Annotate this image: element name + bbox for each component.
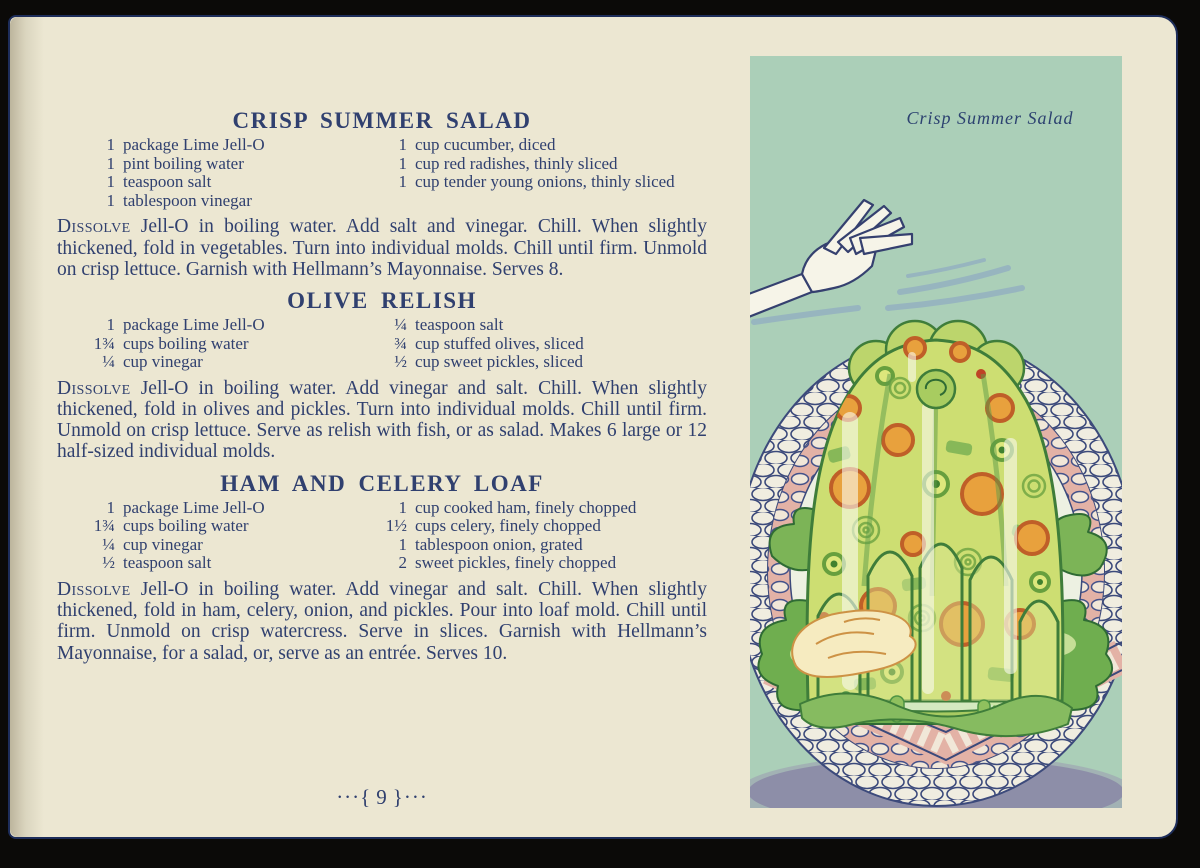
ingredient-qty: 1 bbox=[106, 497, 115, 517]
recipe-title: OLIVE RELISH bbox=[287, 287, 477, 313]
recipe-section bbox=[57, 108, 707, 280]
ingredient-item: cup tender young onions, thinly sliced bbox=[415, 172, 675, 192]
ingredient-qty: 1¾ bbox=[93, 516, 115, 536]
ingredient-column-left bbox=[87, 136, 359, 210]
ingredient-qty: 1 bbox=[106, 314, 115, 334]
ingredient-column-left bbox=[87, 499, 359, 573]
ingredient-qty: 1 bbox=[398, 135, 407, 154]
ingredient-item: teaspoon salt bbox=[123, 172, 212, 192]
ingredient-qty: 1 bbox=[398, 153, 407, 173]
ingredient-item: pint boiling water bbox=[123, 153, 244, 173]
ingredient-item: cup sweet pickles, sliced bbox=[415, 352, 584, 372]
recipe-section bbox=[57, 471, 707, 664]
page-number-value: 9 bbox=[376, 785, 388, 809]
instructions-text: Jell-O in boiling water. Add salt and vinegar. Chill. When slightly thickened, fold in vegetables. Turn into individual molds. Chill until firm. Unmold on crisp lettuce. Garnish with Hellmann’s Mayonnaise. Serves 8. bbox=[57, 216, 707, 280]
recipe-instructions bbox=[57, 579, 707, 664]
instructions-text: Jell-O in boiling water. Add vinegar and salt. Chill. When slightly thickened, fold in olives and pickles. Turn into individual molds. Chill until firm. Unmold on crisp lettuce. Serve as relish with fish, or as salad. Makes 6 large or 12 half-sized individual molds. bbox=[57, 377, 707, 463]
ingredient-qty: ½ bbox=[102, 553, 115, 573]
ingredient-list bbox=[57, 136, 707, 210]
ingredient-item: cups boiling water bbox=[123, 333, 249, 353]
ingredient-qty: 1 bbox=[106, 172, 115, 192]
ingredient-item: cup stuffed olives, sliced bbox=[415, 333, 584, 353]
ingredient-item: tablespoon onion, grated bbox=[415, 534, 583, 554]
ingredient-column-right bbox=[379, 136, 679, 210]
ingredient-qty: 1¾ bbox=[93, 333, 115, 353]
ingredient-qty: 1 bbox=[106, 135, 115, 154]
instructions-lead: Dissolve bbox=[57, 578, 131, 600]
illustration-caption: Crisp Summer Salad bbox=[906, 108, 1074, 128]
ingredient-qty: ½ bbox=[394, 352, 407, 372]
ingredient-row bbox=[379, 554, 679, 573]
ingredient-column-left bbox=[87, 316, 359, 372]
ingredient-item: cup cooked ham, finely chopped bbox=[415, 497, 637, 517]
ingredient-row bbox=[87, 536, 359, 555]
ingredient-qty: 1 bbox=[106, 190, 115, 210]
ingredient-qty: ¼ bbox=[394, 314, 407, 334]
ingredient-row bbox=[379, 136, 679, 155]
ingredient-qty: ¼ bbox=[102, 534, 115, 554]
ingredient-row bbox=[87, 554, 359, 573]
ingredient-item: sweet pickles, finely chopped bbox=[415, 553, 617, 573]
page-number-ornament-left: ···{ bbox=[336, 785, 372, 809]
ingredient-row bbox=[87, 517, 359, 536]
page-number-ornament-right: }··· bbox=[392, 785, 428, 809]
recipe-title: CRISP SUMMER SALAD bbox=[232, 108, 532, 133]
ingredient-item: cup vinegar bbox=[123, 534, 203, 554]
ingredient-qty: 1 bbox=[398, 172, 407, 192]
ingredient-row bbox=[379, 536, 679, 555]
ingredient-qty: 1 bbox=[398, 534, 407, 554]
salad-illustration bbox=[750, 56, 1122, 808]
page bbox=[8, 15, 1178, 839]
ingredient-row bbox=[379, 335, 679, 354]
recipe-instructions bbox=[57, 216, 707, 280]
illustration-panel bbox=[750, 56, 1122, 808]
ingredient-item: teaspoon salt bbox=[123, 553, 212, 573]
ingredient-row bbox=[379, 353, 679, 372]
ingredient-item: cup cucumber, diced bbox=[415, 135, 556, 154]
mold-knob bbox=[917, 370, 955, 408]
page-number bbox=[57, 785, 707, 810]
ingredient-item: cups boiling water bbox=[123, 516, 249, 536]
ingredient-item: tablespoon vinegar bbox=[123, 190, 252, 210]
ingredient-item: cup vinegar bbox=[123, 352, 203, 372]
ingredient-row bbox=[379, 173, 679, 192]
ingredient-qty: 1½ bbox=[385, 516, 407, 536]
ingredient-row bbox=[87, 155, 359, 174]
ingredient-qty: ¾ bbox=[394, 333, 407, 353]
ingredient-item: package Lime Jell-O bbox=[123, 497, 265, 517]
ingredient-item: cup red radishes, thinly sliced bbox=[415, 153, 618, 173]
ingredient-qty: 1 bbox=[106, 153, 115, 173]
ingredient-row bbox=[87, 316, 359, 335]
ingredient-qty: 2 bbox=[398, 553, 407, 573]
recipe-instructions bbox=[57, 378, 707, 463]
ingredient-column-right bbox=[379, 499, 679, 573]
ingredient-item: cups celery, finely chopped bbox=[415, 516, 601, 536]
ingredient-row bbox=[87, 173, 359, 192]
ingredient-row bbox=[87, 335, 359, 354]
recipe-section bbox=[57, 288, 707, 463]
ingredient-row bbox=[379, 517, 679, 536]
ingredient-item: package Lime Jell-O bbox=[123, 314, 265, 334]
ingredient-item: teaspoon salt bbox=[415, 314, 504, 334]
recipe-text-column bbox=[57, 103, 707, 672]
ingredient-row bbox=[379, 155, 679, 174]
ingredient-row bbox=[87, 192, 359, 211]
ingredient-column-right bbox=[379, 316, 679, 372]
ingredient-row bbox=[87, 353, 359, 372]
ingredient-qty: ¼ bbox=[102, 352, 115, 372]
instructions-lead: Dissolve bbox=[57, 216, 131, 238]
ingredient-row bbox=[87, 499, 359, 518]
ingredient-list bbox=[57, 316, 707, 372]
ingredient-row bbox=[379, 316, 679, 335]
recipe-title: HAM AND CELERY LOAF bbox=[220, 470, 544, 496]
ingredient-row bbox=[87, 136, 359, 155]
instructions-lead: Dissolve bbox=[57, 377, 131, 399]
instructions-text: Jell-O in boiling water. Add vinegar and salt. Chill. When slightly thickened, fold in ham, celery, onion, and pickles. Pour into loaf mold. Chill until firm. Unmold on crisp watercress. Serve in slices. Garnish with Hellmann’s Mayonnaise, for a salad, or, serve as an entrée. Serves 10. bbox=[57, 578, 707, 664]
ingredient-item: package Lime Jell-O bbox=[123, 135, 265, 154]
ingredient-list bbox=[57, 499, 707, 573]
ingredient-qty: 1 bbox=[398, 497, 407, 517]
ingredient-row bbox=[379, 499, 679, 518]
